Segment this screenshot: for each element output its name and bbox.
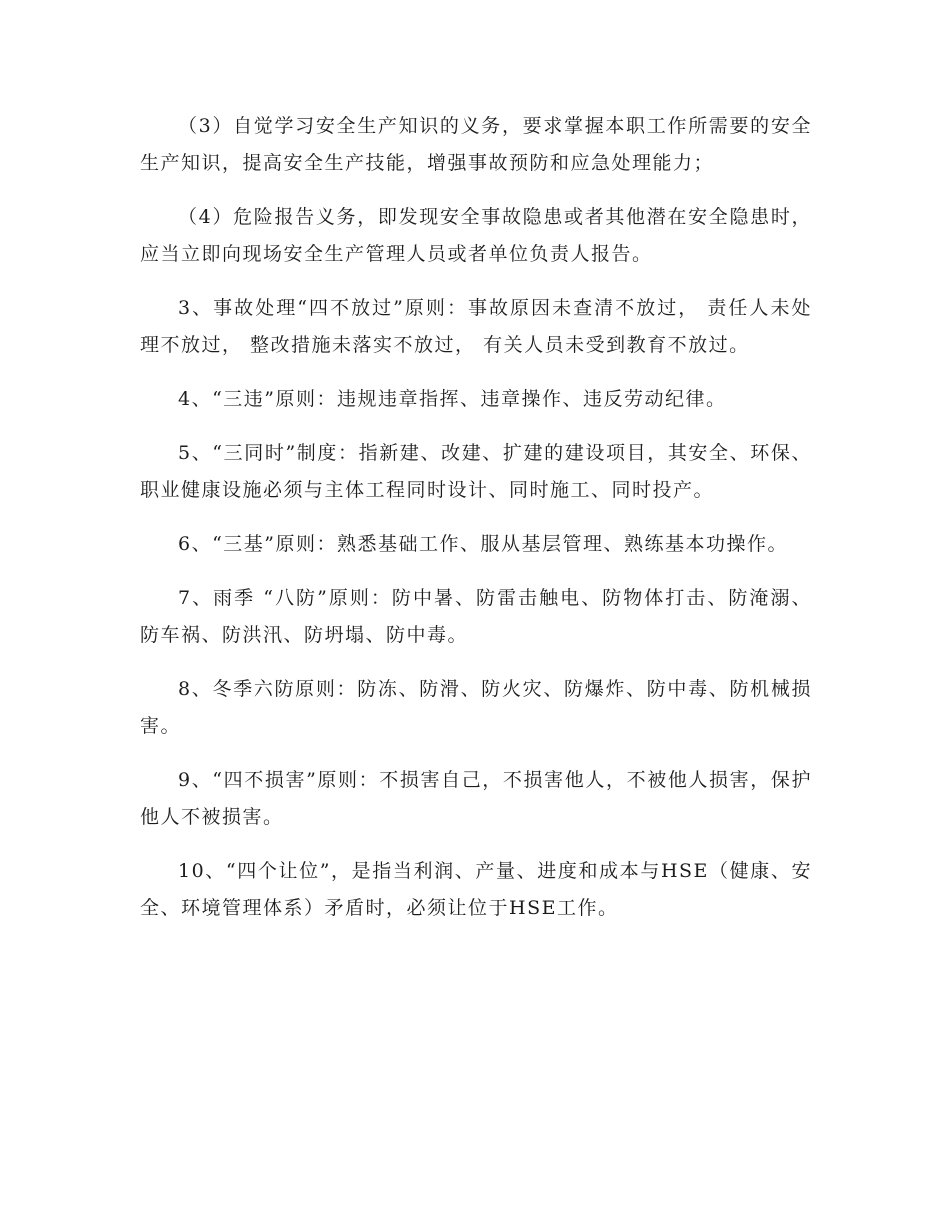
paragraph-item-10: 10、“四个让位”，是指当利润、产量、进度和成本与HSE（健康、安全、环境管理体系）矛盾时，必须让位于HSE工作。 xyxy=(140,860,812,919)
paragraph-item-8: 8、冬季六防原则：防冻、防滑、防火灾、防爆炸、防中毒、防机械损害。 xyxy=(140,678,812,737)
paragraph-duty-4: （4）危险报告义务，即发现安全事故隐患或者其他潜在安全隐患时，应当立即向现场安全生产管理人员或者单位负责人报告。 xyxy=(140,206,812,265)
paragraph-item-6: 6、“三基”原则：熟悉基础工作、服从基层管理、熟练基本功操作。 xyxy=(178,533,789,555)
paragraph-item-9: 9、“四不损害”原则：不损害自己，不损害他人，不被他人损害，保护他人不被损害。 xyxy=(140,769,812,828)
paragraph-item-7: 7、雨季 “八防”原则：防中暑、防雷击触电、防物体打击、防淹溺、防车祸、防洪汛、防坍塌、防中毒。 xyxy=(140,587,812,646)
document-body xyxy=(140,108,812,944)
paragraph-item-4: 4、“三违”原则：违规违章指挥、违章操作、违反劳动纪律。 xyxy=(178,388,727,410)
paragraph-duty-3: （3）自觉学习安全生产知识的义务，要求掌握本职工作所需要的安全生产知识，提高安全生产技能，增强事故预防和应急处理能力； xyxy=(140,115,812,174)
paragraph-item-5: 5、“三同时”制度：指新建、改建、扩建的建设项目，其安全、环保、职业健康设施必须与主体工程同时设计、同时施工、同时投产。 xyxy=(140,442,812,501)
paragraph-item-3: 3、事故处理“四不放过”原则：事故原因未查清不放过， 责任人未处理不放过， 整改措施未落实不放过， 有关人员未受到教育不放过。 xyxy=(140,297,812,356)
